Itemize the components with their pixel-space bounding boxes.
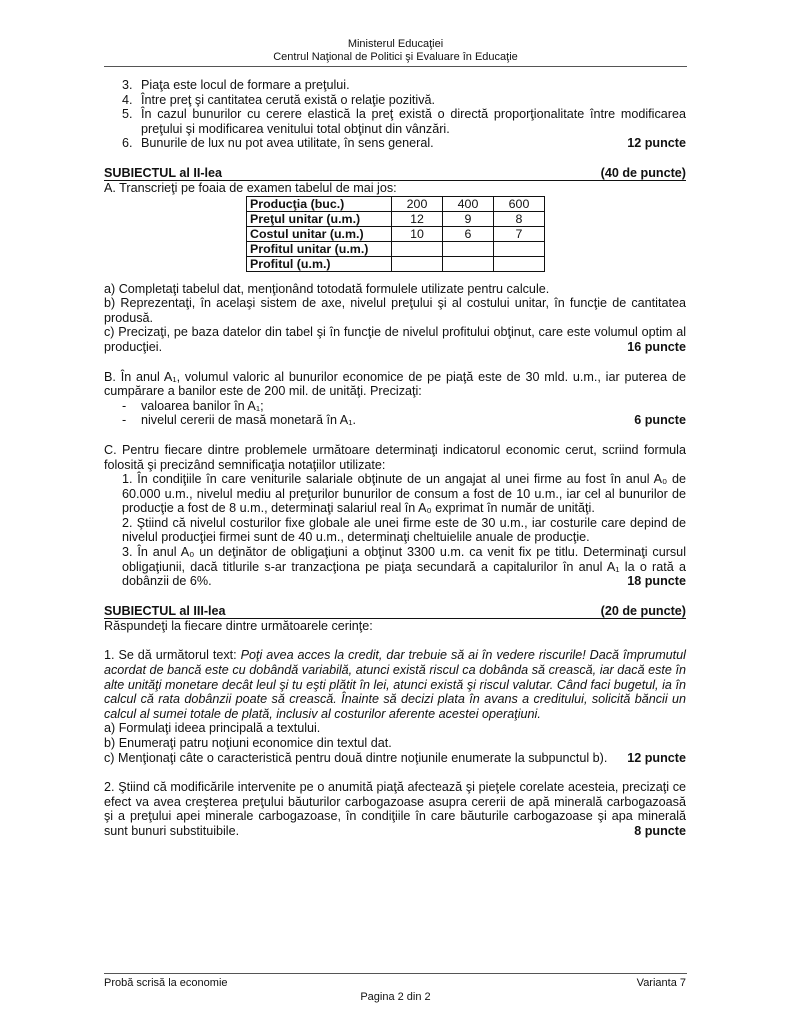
points-label: 6 puncte [628,413,686,428]
item-text: În cazul bunurilor cu cerere elastică la preţ există o directă proporţionalitate între modificarea preţului şi modificarea venitului total obţinut din vânzări. [141,107,686,136]
task-text: 2. Ştiind că modificările intervenite pe o anumită piaţă afectează şi pieţele corelate acesteia, precizaţi ce efect va avea creşterea preţului băuturilor carbogazoase asupra cererii de apă minerală carbogazoasă şi a preţului apei minerale carbogazoase, în condiţiile în care băuturile carbogazoase şi apa minerală sunt bunuri substituibile. [104,780,686,838]
task-a-b: b) Reprezentaţi, în acelaşi sistem de axe, nivelul preţului şi al costului unitar, în funcţie de cantitatea produsă. [104,296,686,325]
production-table [246,196,545,272]
row-label: Profitul unitar (u.m.) [247,241,392,256]
task-text: c) Precizaţi, pe baza datelor din tabel şi în funcţie de nivelul profitului obţinut, care este volumul optim al producţiei. [104,325,686,354]
task-a-a: a) Completaţi tabelul dat, menţionând totodată formulele utilizate pentru calcule. [104,281,550,296]
table-cell [443,241,494,256]
item-text: valoarea banilor în A₁; [141,398,264,413]
task-text: c) Menţionaţi câte o caracteristică pentru două dintre noţiunile enumerate la subpunctul b). [104,750,608,765]
table-cell: 600 [494,196,545,211]
item-text: Piaţa este locul de formare a preţului. [141,78,350,92]
table-cell: 7 [494,226,545,241]
list-item [104,78,686,93]
footer-divider [104,973,687,974]
table-cell: 200 [392,196,443,211]
question-1-text [104,648,686,721]
subject-title: SUBIECTUL al II-lea [104,165,223,180]
problem-2: 2. Ştiind că nivelul costurilor fixe globale ale unei firme este de 30 u.m., iar costurile care depind de nivelul producţiei firmei sunt de 40 u.m., determinaţi cheltuielile anuale de producţie. [122,515,686,545]
part-a-intro: A. Transcrieţi pe foaia de examen tabelul de mai jos: [104,180,397,195]
list-item [104,107,686,136]
question-lead: 1. Se dă următorul text: [104,648,241,663]
question-1-c [104,751,686,766]
center-name: Centrul Naţional de Politici şi Evaluare în Educaţie [273,51,518,63]
table-cell: 8 [494,211,545,226]
subject-2-heading [104,166,686,181]
exam-content [104,78,686,839]
item-text: Bunurile de lux nu pot avea utilitate, în sens general. [141,136,434,151]
question-2 [104,780,686,838]
points-label: 16 puncte [621,340,686,355]
footer-variant: Varianta 7 [636,977,686,989]
table-cell [494,241,545,256]
item-number: 5. [122,107,133,122]
item-text: nivelul cererii de masă monetară în A₁. [141,413,356,428]
points-label: 12 puncte [621,136,686,151]
task-a-c [104,325,686,354]
part-c-intro: C. Pentru fiecare dintre problemele următoare determinaţi indicatorul economic cerut, scriind formula folosită şi precizând semnificaţia notaţiilor utilizate: [104,442,686,472]
subject-3-intro: Răspundeţi la fiecare dintre următoarele cerinţe: [104,618,373,633]
points-label: 12 puncte [621,751,686,766]
problem-3 [104,545,686,589]
row-label: Producţia (buc.) [247,196,392,211]
ministry-name: Ministerul Educaţiei [347,38,444,50]
table-row [247,241,545,256]
table-cell: 10 [392,226,443,241]
table-cell: 6 [443,226,494,241]
item-number: 6. [122,136,133,151]
table-cell [392,256,443,271]
page-number: Pagina 2 din 2 [360,991,431,1003]
row-label: Costul unitar (u.m.) [247,226,392,241]
page-header [0,38,791,64]
table-cell: 12 [392,211,443,226]
footer-exam-name: Probă scrisă la economie [104,977,228,989]
item-number: 3. [122,78,133,92]
item-text: Între preţ şi cantitatea cerută există o relaţie pozitivă. [141,92,436,107]
table-cell [494,256,545,271]
table-cell: 9 [443,211,494,226]
row-label: Preţul unitar (u.m.) [247,211,392,226]
table-cell [392,241,443,256]
table-row [247,211,545,226]
points-label: 18 puncte [621,574,686,589]
question-1-b: b) Enumeraţi patru noţiuni economice din textul dat. [104,736,392,750]
header-divider [104,66,687,67]
points-label: 8 puncte [628,824,686,839]
subject-3-heading [104,604,686,619]
list-item [104,136,686,151]
question-1-a: a) Formulaţi ideea principală a textului. [104,721,321,736]
subject-points: (40 de puncte) [600,165,686,180]
table-row [247,226,545,241]
problem-1: 1. În condiţiile în care veniturile salariale obţinute de un angajat al unei firme au fost în anul A₀ de 60.000 u.m., nivelul mediu al preţurilor bunurilor de consum a fost de 10 u.m., iar cel al bunurilor de producţie a fost de 8 u.m., determinaţi salariul real în A₀ exprimat în număr de unităţi. [122,472,686,516]
table-cell [443,256,494,271]
table-row [247,256,545,271]
table-cell: 400 [443,196,494,211]
table-row [247,196,545,211]
subject-title: SUBIECTUL al III-lea [104,603,226,618]
subject-points: (20 de puncte) [600,603,686,618]
task-text: 3. În anul A₀ un deţinător de obligaţiuni a obţinut 3300 u.m. ca venit fix pe titlu. Determinaţi cursul obligaţiunii, dacă titlurile s-ar tranzacţiona pe piaţa secundară a capitalurilor în anul A₁ la o rată a dobânzii de 6%. [122,545,686,589]
part-b-text: B. În anul A₁, volumul valoric al bunurilor economice de pe piaţă este de 30 mld. u.m., iar puterea de cumpărare a banilor este de 200 mil. de unităţi. Precizaţi: [104,369,686,399]
quoted-text: Poţi avea acces la credit, dar trebuie să ai în vedere riscurile! Dacă împrumutul acordat de bancă este cu dobândă variabilă, atunci există riscul ca dobânda să crească, iar dacă este în alte unităţi monetare decât leul şi tu eşti plătit în lei, atunci există şi riscul valutar. Când faci bugetul, ia în calcul că rata dobânzii poate să crească. Înainte să decizi plata în avans a creditului, solicită băncii un calcul al sumei totale de plată, inclusiv al costurilor aferente acestei operaţiuni. [104,648,686,721]
list-item [104,399,686,414]
list-item [104,93,686,108]
dash-bullet: - [122,413,127,428]
item-number: 4. [122,92,133,107]
row-label: Profitul (u.m.) [247,256,392,271]
list-item [104,413,686,428]
dash-bullet: - [122,398,127,413]
